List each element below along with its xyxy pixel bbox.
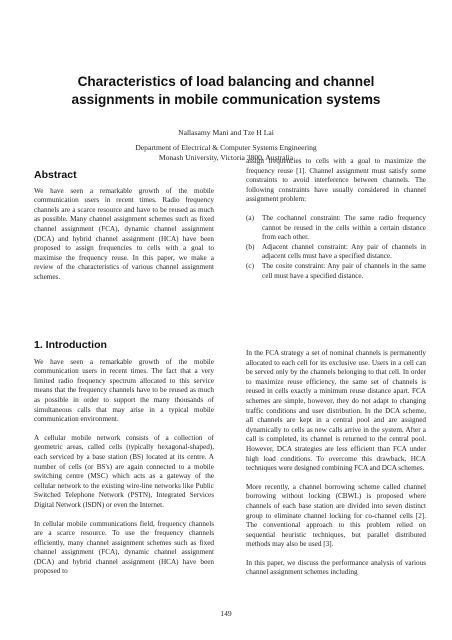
- right-column-bottom: [246, 349, 426, 578]
- intro-paragraph-3: In cellular mobile communications field, frequency channels are a scarce resource. To use the frequency channels efficiently, many channel assignment schemes such as fixed channel assignment (FCA), dynamic channel assignment (DCA) and hybrid channel assignment (HCA) have been proposed to: [34, 519, 214, 576]
- abstract-section: [34, 171, 214, 283]
- constraint-label: (b): [246, 242, 255, 251]
- constraint-item-c: [246, 262, 426, 281]
- abstract-heading: Abstract: [34, 169, 77, 181]
- affiliation-line-2: Monash University, Victoria 3800, Australia: [158, 153, 294, 162]
- title-line-2: assignments in mobile communication systems: [71, 91, 381, 107]
- constraint-label: (a): [246, 213, 254, 222]
- cbwl-paragraph: More recently, a channel borrowing scheme called channel borrowing without locking (CBWL) is proposed where channels of each base station are divided into seven distinct group to eliminate channel locking for co-channel cells [2]. The conventional approach to this problem relied on sequential heuristic techniques, but parallel distributed methods may also be used [3].: [246, 482, 426, 549]
- constraints-list: [246, 214, 426, 281]
- paper-scope-paragraph: In this paper, we discuss the performance analysis of various channel assignment schemes including: [246, 558, 426, 577]
- constraint-item-a: [246, 214, 426, 243]
- introduction-section: [34, 341, 214, 577]
- fca-dca-paragraph: In the FCA strategy a set of nominal channels is permanently allocated to each cell for its exclusive use. Users in a cell can be served only by the channels belonging to that cell. In order to maximize reuse efficiency, the same set of channels is reused in cells exactly a minimum reuse distance apart. FCA schemes are simple, however, they do not adapt to changing traffic conditions and user distribution. In the DCA scheme, all channels are kept in a central pool and are assigned dynamically to cells as new calls arrive in the system. After a call is completed, its channel is returned to the central pool. However, DCA strategies are less efficient than FCA under high load conditions. To overcome this drawback, HCA techniques were designed combining FCA and DCA schemes.: [246, 349, 426, 473]
- paper-title: [60, 73, 392, 108]
- page-number: 149: [220, 609, 232, 618]
- constraint-label: (c): [246, 261, 254, 270]
- authors: Nallasamy Mani and Tze H Lai: [178, 128, 274, 137]
- introduction-heading: 1. Introduction: [34, 339, 107, 351]
- channel-assignment-paragraph: assign frequencies to cells with a goal to maximize the frequency reuse [1]. Channel assignment must satisfy some constraints to avoid interference between channels. The following constraints have usually considered in channel assignment problem:: [246, 157, 426, 204]
- right-column-top: [246, 157, 426, 281]
- constraint-text: The cochannel constraint: The same radio frequency cannot be reused in the cells within a certain distance from each other.: [262, 213, 426, 242]
- constraint-text: The cosite constraint: Any pair of channels in the same cell must have a specified distance.: [262, 261, 426, 280]
- constraint-text: Adjacent channel constraint: Any pair of channels in adjacent cells must have a specified distance.: [262, 242, 426, 261]
- constraint-item-b: [246, 243, 426, 262]
- title-line-1: Characteristics of load balancing and channel: [77, 74, 375, 89]
- affiliation-line-1: Department of Electrical & Computer Systems Engineering: [135, 143, 317, 152]
- intro-paragraph-2: A cellular mobile network consists of a collection of geometric areas, called cells (typically hexagonal-shaped), each serviced by a base station (BS) located at its centre. A number of cells (or BS's) are again connected to a mobile switching centre (MSC) which acts as a gateway of the cellular network to the existing wire-line networks like Public Switched Telephone Network (PSTN), Integrated Services Digital Network (ISDN) or even the Internet.: [34, 433, 214, 509]
- intro-paragraph-1: We have seen a remarkable growth of the mobile communication users in recent times. The fact that a very limited radio frequency spectrum allocated to this service means that the frequency channels have to be reused as much as possible in order to support the many thousands of simultaneous calls that may arise in a typical mobile communication environment.: [34, 357, 214, 424]
- abstract-body: We have seen a remarkable growth of the mobile communication users in recent times. Radio frequency channels are a scarce resource and have to be reused as much as possible. Many channel assignment schemes such as fixed channel assignment (FCA), dynamic channel assignment (DCA) and hybrid channel assignment (HCA) have been proposed to assign frequencies to cells with a goal to maximise the frequency reuse. In this paper, we make a review of the characteristics of various channel assignment schemes.: [34, 186, 214, 281]
